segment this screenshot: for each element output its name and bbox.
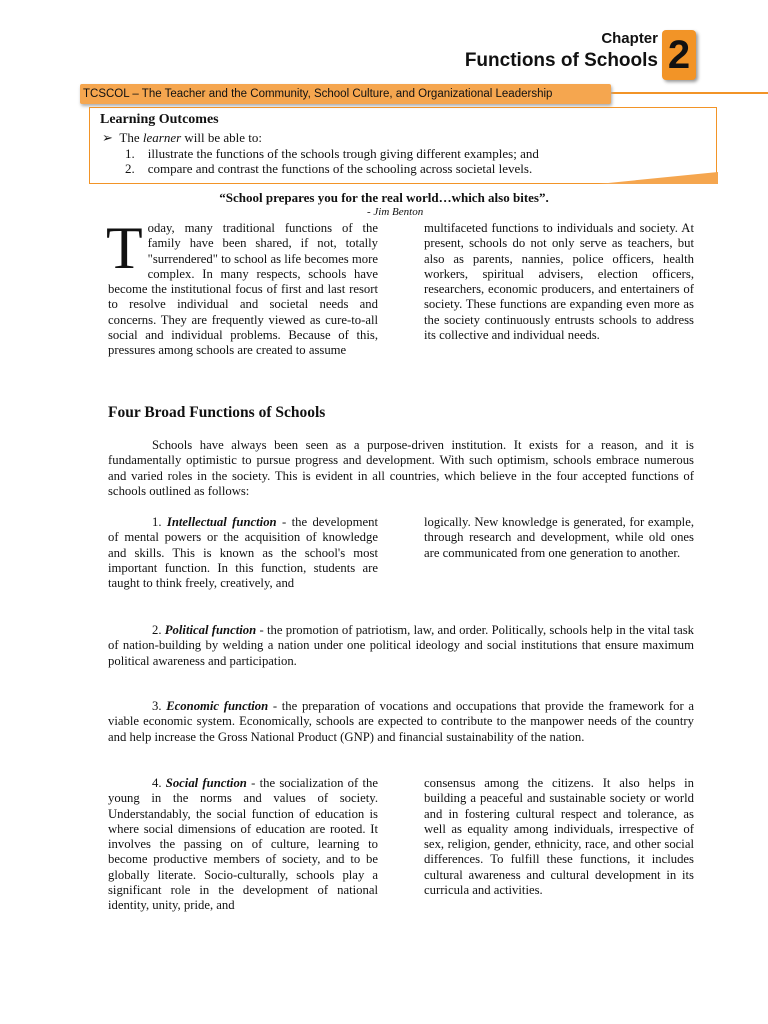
page-curl-decoration [598, 172, 718, 184]
quote-author: - Jim Benton [367, 206, 424, 218]
function-social-right: consensus among the citizens. It also helps in building a peaceful and sustainable society or world and in fostering cultural respect and tolerance, as well as equality among individuals, irrespective of sex, religion, gender, ethnicity, race, and other social differences. To fulfill these functions, it includes cultural awareness and cultural development in its curricula and activities. [424, 776, 694, 898]
chapter-title: Functions of Schools [464, 50, 658, 71]
function-social-left: 4. Social function - the socialization of the young in the norms and values of society. Understandably, the social function of education is where social dimensions of education are rooted. It involves the passing on of culture, learning to become productive members of society, and to be globally literate. Socio-culturally, schools play a significant role in the development of national identity, unity, pride, and [108, 776, 378, 913]
outcome-item: 1. illustrate the functions of the schools trough giving different examples; and [125, 146, 539, 161]
arrow-bullet-icon: ➢ [102, 130, 113, 145]
function-intellectual-left: 1. Intellectual function - the development of mental powers or the acquisition of knowledge and skills. This is known as the school's most important function. In this function, students are taught to think freely, creatively, and [108, 515, 378, 591]
chapter-label: Chapter [601, 30, 658, 47]
intro-left-column: Today, many traditional functions of the family have been shared, if not, totally "surrendered" to school as life becomes more complex. In many respects, schools have become the institutional focus of first and last resort to resolve individual and societal needs and concerns. They are frequently viewed as cure-to-all social and individual problems. Because of this, pressures among schools are created to assume [106, 215, 378, 358]
function-economic: 3. Economic function - the preparation of vocations and occupations that provide the framework for a viable economic system. Economically, schools are expected to contribute to the manpower needs of the country and help increase the Gross National Product (GNP) and financial sustainability of the nation. [108, 699, 694, 744]
section-intro: Schools have always been seen as a purpose-driven institution. It exists for a reason, and it is fundamentally optimistic to pursue progress and development. With such optimism, schools embrace numerous and varied roles in the society. This is evident in all countries, which believe in the four accepted functions of schools outlined as follows: [108, 438, 694, 498]
quote-text: “School prepares you for the real world…which also bites”. [219, 190, 549, 205]
chapter-number-badge: 2 [662, 30, 696, 80]
outcomes-intro: ➢ The learner will be able to: [102, 130, 263, 145]
outcomes-title: Learning Outcomes [100, 112, 219, 127]
drop-cap: T [106, 215, 143, 281]
section-heading: Four Broad Functions of Schools [108, 404, 326, 421]
outcome-item: 2. compare and contrast the functions of the schooling across societal levels. [125, 161, 533, 176]
course-banner: TCSCOL – The Teacher and the Community, School Culture, and Organizational Leadership [80, 84, 611, 104]
function-intellectual-right: logically. New knowledge is generated, for example, through research and development, while old ones are communicated from one generation to another. [424, 515, 694, 560]
intro-right-column: multifaceted functions to individuals and society. At present, schools do not only serve as teachers, but also as parents, nannies, police officers, health workers, spiritual advisers, election officers, researchers, economic producers, and entertainers of society. These functions are expanding even more as the society continuously entrusts schools to address its collective and individual needs. [424, 221, 694, 343]
function-political: 2. Political function - the promotion of patriotism, law, and order. Politically, schools help in the vital task of nation-building by welding a nation under one political ideology and social institutions that ensure maximum political awareness and participation. [108, 623, 694, 668]
